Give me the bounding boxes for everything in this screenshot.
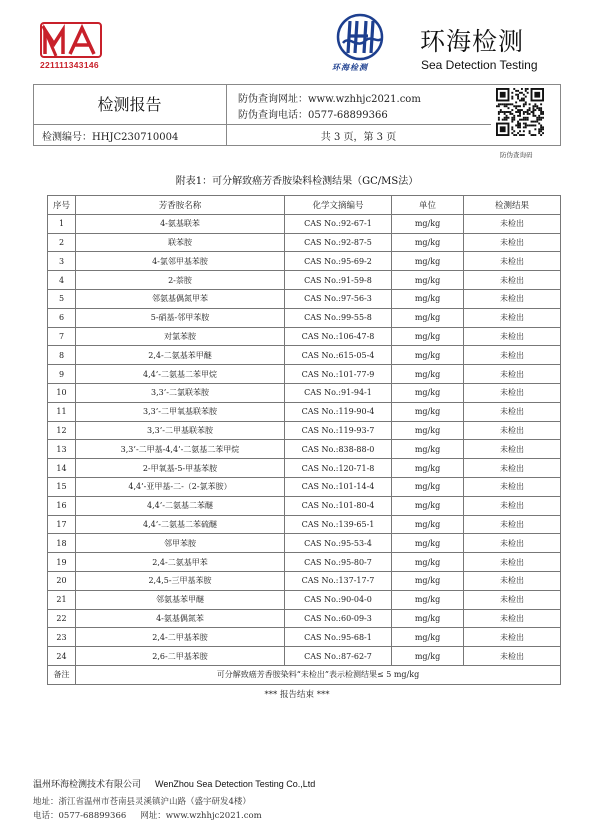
row-no: 9 — [48, 365, 76, 384]
table-row — [48, 252, 561, 271]
table-title: 附表1：可分解致癌芳香胺染料检测结果（GC/MS法） — [175, 176, 419, 187]
row-result: 未检出 — [464, 402, 561, 421]
row-unit: mg/kg — [392, 440, 464, 459]
footer-company — [33, 777, 315, 790]
row-unit: mg/kg — [392, 402, 464, 421]
row-unit: mg/kg — [392, 459, 464, 478]
table-row — [48, 308, 561, 327]
table-row — [48, 553, 561, 572]
row-no: 10 — [48, 383, 76, 402]
row-amine-name: 4,4’-二氨基二苯甲烷 — [76, 365, 285, 384]
row-result: 未检出 — [464, 590, 561, 609]
row-amine-name: 4,4’-二氨基二苯硫醚 — [76, 515, 285, 534]
table-row — [48, 346, 561, 365]
row-no: 1 — [48, 214, 76, 233]
logo-caption: 环海检测 — [332, 63, 368, 72]
row-cas-no: CAS No.:91-94-1 — [285, 383, 392, 402]
table-row — [48, 233, 561, 252]
table-row — [48, 647, 561, 666]
company-logo-icon — [335, 13, 385, 61]
row-cas-no: CAS No.:139-65-1 — [285, 515, 392, 534]
row-unit: mg/kg — [392, 477, 464, 496]
row-cas-no: CAS No.:91-59-8 — [285, 271, 392, 290]
row-no: 17 — [48, 515, 76, 534]
table-header-row — [48, 196, 561, 215]
row-no: 11 — [48, 402, 76, 421]
row-unit: mg/kg — [392, 590, 464, 609]
row-result: 未检出 — [464, 609, 561, 628]
row-cas-no: CAS No.:95-53-4 — [285, 534, 392, 553]
remark-label: 备注 — [48, 665, 76, 684]
table-row — [48, 365, 561, 384]
verify-phone: 防伪查询电话：0577-68899366 — [238, 110, 388, 121]
row-amine-name: 3,3’-二甲基联苯胺 — [76, 421, 285, 440]
row-result: 未检出 — [464, 496, 561, 515]
row-no: 23 — [48, 628, 76, 647]
header-divider — [33, 124, 491, 125]
table-row — [48, 477, 561, 496]
footer-company-en: WenZhou Sea Detection Testing Co.,Ltd — [155, 779, 316, 789]
table-row — [48, 214, 561, 233]
row-cas-no: CAS No.:101-77-9 — [285, 365, 392, 384]
row-result: 未检出 — [464, 459, 561, 478]
report-title: 检测报告 — [97, 95, 162, 114]
footer-website: 网址：www.wzhhjc2021.com — [140, 811, 262, 821]
table-row — [48, 590, 561, 609]
row-no: 5 — [48, 289, 76, 308]
row-result: 未检出 — [464, 628, 561, 647]
footer-address: 地址：浙江省温州市苍南县灵溪镇沪山路（盛宇研发4楼） — [33, 797, 251, 807]
row-cas-no: CAS No.:101-80-4 — [285, 496, 392, 515]
row-amine-name: 4-氯邻甲基苯胺 — [76, 252, 285, 271]
col-header-no: 序号 — [48, 196, 76, 215]
col-header-unit: 单位 — [392, 196, 464, 215]
row-unit: mg/kg — [392, 327, 464, 346]
row-result: 未检出 — [464, 515, 561, 534]
remark-text: 可分解致癌芳香胺染料“未检出”表示检测结果≤ 5 mg/kg — [76, 665, 561, 684]
row-amine-name: 3,3’-二氯联苯胺 — [76, 383, 285, 402]
row-amine-name: 2-萘胺 — [76, 271, 285, 290]
row-cas-no: CAS No.:119-90-4 — [285, 402, 392, 421]
row-unit: mg/kg — [392, 308, 464, 327]
footer-phone: 电话：0577-68899366 — [33, 811, 127, 821]
row-amine-name: 邻甲苯胺 — [76, 534, 285, 553]
table-row — [48, 609, 561, 628]
table-row — [48, 402, 561, 421]
row-amine-name: 2,4-二氨基甲苯 — [76, 553, 285, 572]
row-unit: mg/kg — [392, 515, 464, 534]
row-unit: mg/kg — [392, 571, 464, 590]
row-cas-no: CAS No.:95-80-7 — [285, 553, 392, 572]
verify-url: 防伪查询网址：www.wzhhjc2021.com — [238, 94, 421, 105]
row-result: 未检出 — [464, 327, 561, 346]
row-no: 6 — [48, 308, 76, 327]
qr-code-icon — [496, 88, 544, 136]
company-name-cn: 环海检测 — [420, 27, 525, 56]
row-unit: mg/kg — [392, 609, 464, 628]
row-amine-name: 4-氨基偶氮苯 — [76, 609, 285, 628]
table-row — [48, 571, 561, 590]
row-cas-no: CAS No.:119-93-7 — [285, 421, 392, 440]
cma-code: 221111343146 — [40, 60, 99, 70]
row-no: 20 — [48, 571, 76, 590]
row-unit: mg/kg — [392, 383, 464, 402]
row-amine-name: 3,3’-二甲氧基联苯胺 — [76, 402, 285, 421]
table-row — [48, 459, 561, 478]
footer-company-cn: 温州环海检测技术有限公司 — [33, 780, 142, 790]
row-amine-name: 4,4’-二氨基二苯醚 — [76, 496, 285, 515]
row-amine-name: 2-甲氧基-5-甲基苯胺 — [76, 459, 285, 478]
row-cas-no: CAS No.:97-56-3 — [285, 289, 392, 308]
row-amine-name: 4,4’-亚甲基-二-（2-氯苯胺） — [76, 477, 285, 496]
row-result: 未检出 — [464, 421, 561, 440]
row-unit: mg/kg — [392, 346, 464, 365]
row-unit: mg/kg — [392, 271, 464, 290]
row-result: 未检出 — [464, 365, 561, 384]
row-amine-name: 4-氨基联苯 — [76, 214, 285, 233]
row-no: 21 — [48, 590, 76, 609]
row-cas-no: CAS No.:60-09-3 — [285, 609, 392, 628]
report-end-mark: *** 报告结束 *** — [264, 690, 330, 700]
row-result: 未检出 — [464, 271, 561, 290]
row-result: 未检出 — [464, 647, 561, 666]
table-row — [48, 496, 561, 515]
page-indicator: 共 3 页，第 3 页 — [320, 132, 397, 143]
table-row — [48, 534, 561, 553]
row-result: 未检出 — [464, 383, 561, 402]
row-amine-name: 2,4-二氨基苯甲醚 — [76, 346, 285, 365]
row-amine-name: 联苯胺 — [76, 233, 285, 252]
row-unit: mg/kg — [392, 214, 464, 233]
row-unit: mg/kg — [392, 233, 464, 252]
qr-caption: 防伪查询码 — [500, 151, 533, 159]
row-cas-no: CAS No.:90-04-0 — [285, 590, 392, 609]
row-no: 2 — [48, 233, 76, 252]
row-result: 未检出 — [464, 252, 561, 271]
row-cas-no: CAS No.:838-88-0 — [285, 440, 392, 459]
row-unit: mg/kg — [392, 496, 464, 515]
row-no: 13 — [48, 440, 76, 459]
row-result: 未检出 — [464, 534, 561, 553]
row-result: 未检出 — [464, 571, 561, 590]
footer-contact — [33, 809, 262, 821]
table-row — [48, 515, 561, 534]
table-row — [48, 628, 561, 647]
row-cas-no: CAS No.:615-05-4 — [285, 346, 392, 365]
col-header-amine-name: 芳香胺名称 — [76, 196, 285, 215]
report-number: 检测编号：HHJC230710004 — [42, 132, 179, 143]
row-cas-no: CAS No.:87-62-7 — [285, 647, 392, 666]
table-row — [48, 289, 561, 308]
row-no: 8 — [48, 346, 76, 365]
table-row — [48, 327, 561, 346]
row-amine-name: 对氯苯胺 — [76, 327, 285, 346]
row-unit: mg/kg — [392, 553, 464, 572]
row-unit: mg/kg — [392, 365, 464, 384]
row-no: 16 — [48, 496, 76, 515]
row-no: 14 — [48, 459, 76, 478]
company-name-en: Sea Detection Testing — [421, 58, 538, 72]
results-table — [47, 195, 561, 685]
cma-logo — [40, 22, 102, 58]
row-no: 24 — [48, 647, 76, 666]
row-cas-no: CAS No.:92-67-1 — [285, 214, 392, 233]
row-no: 18 — [48, 534, 76, 553]
row-amine-name: 2,4,5-三甲基苯胺 — [76, 571, 285, 590]
row-cas-no: CAS No.:137-17-7 — [285, 571, 392, 590]
row-cas-no: CAS No.:95-69-2 — [285, 252, 392, 271]
row-result: 未检出 — [464, 477, 561, 496]
row-result: 未检出 — [464, 289, 561, 308]
table-row — [48, 383, 561, 402]
row-unit: mg/kg — [392, 289, 464, 308]
row-unit: mg/kg — [392, 534, 464, 553]
row-amine-name: 邻氨基偶氮甲苯 — [76, 289, 285, 308]
row-no: 7 — [48, 327, 76, 346]
row-result: 未检出 — [464, 553, 561, 572]
table-row — [48, 421, 561, 440]
table-row — [48, 271, 561, 290]
row-no: 3 — [48, 252, 76, 271]
row-cas-no: CAS No.:99-55-8 — [285, 308, 392, 327]
row-unit: mg/kg — [392, 628, 464, 647]
row-no: 12 — [48, 421, 76, 440]
row-no: 4 — [48, 271, 76, 290]
row-amine-name: 邻氨基苯甲醚 — [76, 590, 285, 609]
row-unit: mg/kg — [392, 647, 464, 666]
row-amine-name: 2,6-二甲基苯胺 — [76, 647, 285, 666]
row-amine-name: 5-硝基-邻甲苯胺 — [76, 308, 285, 327]
row-amine-name: 2,4-二甲基苯胺 — [76, 628, 285, 647]
row-result: 未检出 — [464, 440, 561, 459]
row-no: 22 — [48, 609, 76, 628]
row-no: 15 — [48, 477, 76, 496]
row-no: 19 — [48, 553, 76, 572]
remark-row — [48, 665, 561, 684]
row-result: 未检出 — [464, 346, 561, 365]
col-header-result: 检测结果 — [464, 196, 561, 215]
table-row — [48, 440, 561, 459]
row-result: 未检出 — [464, 233, 561, 252]
row-result: 未检出 — [464, 214, 561, 233]
row-amine-name: 3,3’-二甲基-4,4’-二氨基二苯甲烷 — [76, 440, 285, 459]
row-result: 未检出 — [464, 308, 561, 327]
row-cas-no: CAS No.:120-71-8 — [285, 459, 392, 478]
row-cas-no: CAS No.:106-47-8 — [285, 327, 392, 346]
row-cas-no: CAS No.:92-87-5 — [285, 233, 392, 252]
row-cas-no: CAS No.:101-14-4 — [285, 477, 392, 496]
col-header-cas-no: 化学文摘编号 — [285, 196, 392, 215]
row-unit: mg/kg — [392, 421, 464, 440]
row-unit: mg/kg — [392, 252, 464, 271]
row-cas-no: CAS No.:95-68-1 — [285, 628, 392, 647]
